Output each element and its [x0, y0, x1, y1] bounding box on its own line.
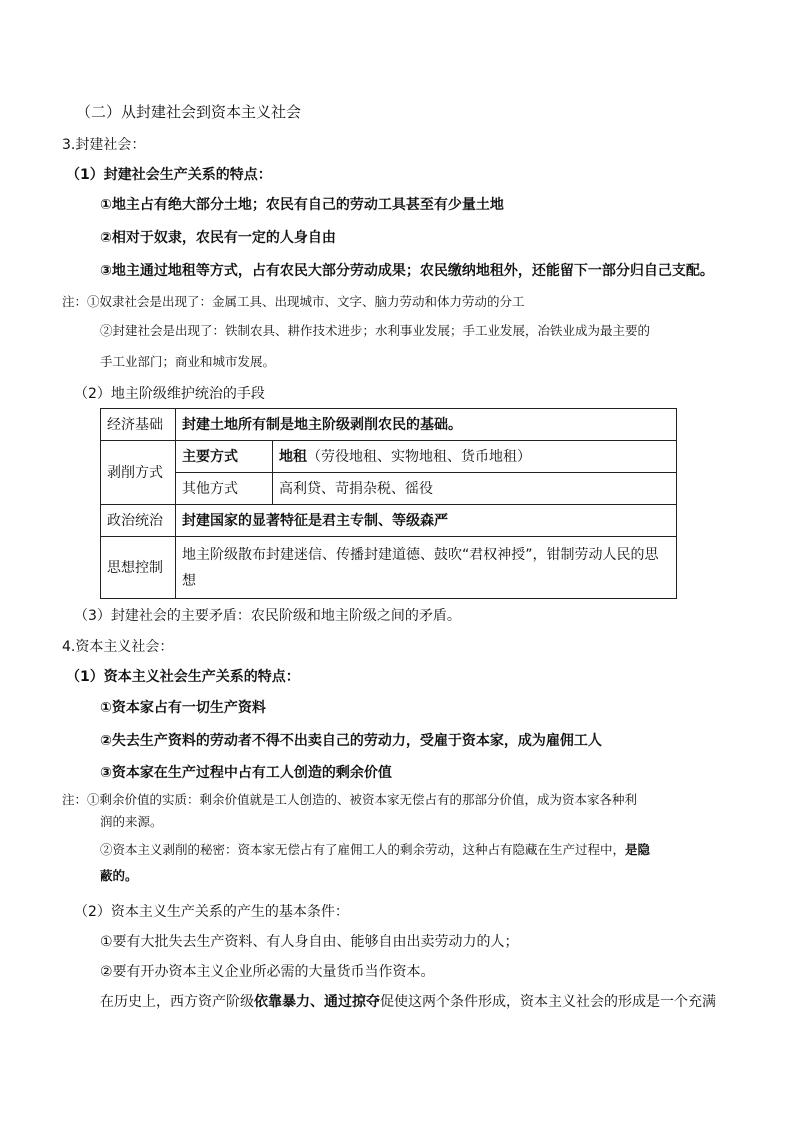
rent-label: 地租: [279, 448, 307, 465]
history-c: 促使这两个条件形成，资本主义社会的形成是一个充满: [380, 994, 716, 1010]
capitalist-note-2b: 蔽的。: [100, 868, 138, 883]
table-sub-other: 其他方式: [176, 473, 273, 505]
note-2a-bold: 是隐: [625, 842, 651, 857]
feudal-sub3: （3）封建社会的主要矛盾：农民阶级和地主阶级之间的矛盾。: [74, 608, 461, 624]
capitalist-heading: 4.资本主义社会：: [62, 639, 174, 655]
condition-2: ②要有开办资本主义企业所必需的大量货币当作资本。: [100, 964, 435, 980]
section-title: （二）从封建社会到资本主义社会: [76, 103, 302, 121]
table-cell-ideology: 地主阶级散布封建迷信、传播封建道德、鼓吹“君权神授”，钳制劳动人民的思想: [176, 537, 677, 599]
table-head-ideology: 思想控制: [101, 537, 176, 599]
table-cell-main: [273, 441, 677, 473]
capitalist-sub2: （2）资本主义生产关系的产生的基本条件：: [74, 904, 349, 920]
table-row-exploit-main: [101, 441, 677, 473]
feudal-point-1: ①地主占有绝大部分土地；农民有自己的劳动工具甚至有少量土地: [100, 197, 504, 213]
table-row-ideology: [101, 537, 677, 599]
capitalist-note-1a: 注：①剩余价值的实质：剩余价值就是工人创造的、被资本家无偿占有的那部分价值，成为资本家各种利: [62, 792, 638, 807]
rule-means-table: [100, 408, 677, 599]
capitalist-point-2: ②失去生产资料的劳动者不得不出卖自己的劳动力，受雇于资本家，成为雇佣工人: [100, 733, 602, 749]
condition-1: ①要有大批失去生产资料、有人身自由、能够自由出卖劳动力的人；: [100, 934, 519, 950]
feudal-note-2b: 手工业部门；商业和城市发展。: [100, 354, 276, 369]
history-b: 依靠暴力、通过掠夺: [254, 994, 380, 1010]
capitalist-note-1b: 润的来源。: [100, 814, 163, 829]
feudal-heading: 3.封建社会：: [62, 137, 146, 153]
table-head-economy: 经济基础: [101, 409, 176, 441]
table-row-economy: [101, 409, 677, 441]
rent-types: （劳役地租、实物地租、货币地租）: [307, 448, 531, 465]
feudal-note-2a: ②封建社会是出现了：铁制农具、耕作技术进步；水利事业发展；手工业发展，冶铁业成为最主要的: [100, 323, 651, 338]
capitalist-note-2a: [100, 840, 650, 860]
capitalist-point-1: ①资本家占有一切生产资料: [100, 700, 266, 716]
feudal-point-3: ③地主通过地租等方式，占有农民大部分劳动成果；农民缴纳地租外，还能留下一部分归自己支配。: [100, 263, 714, 279]
note-2a-text: ②资本主义剥削的秘密：资本家无偿占有了雇佣工人的剩余劳动，这种占有隐藏在生产过程中，: [100, 842, 626, 857]
feudal-point-2: ②相对于奴隶，农民有一定的人身自由: [100, 230, 336, 246]
history-line: [100, 992, 716, 1012]
table-cell-other: 高利贷、苛捐杂税、徭役: [273, 473, 677, 505]
table-row-exploit-other: [101, 473, 677, 505]
feudal-note-1: 注：①奴隶社会是出现了：金属工具、出现城市、文字、脑力劳动和体力劳动的分工: [62, 294, 525, 309]
table-row-politics: [101, 505, 677, 537]
table-cell-politics: 封建国家的显著特征是君主专制、等级森严: [176, 505, 677, 537]
feudal-sub1: （1）封建社会生产关系的特点：: [66, 167, 272, 183]
feudal-sub2: （2）地主阶级维护统治的手段: [74, 386, 265, 402]
table-head-exploit: 剥削方式: [101, 441, 176, 505]
capitalist-sub1: （1）资本主义社会生产关系的特点：: [66, 669, 300, 685]
table-sub-main: 主要方式: [176, 441, 273, 473]
table-head-politics: 政治统治: [101, 505, 176, 537]
history-a: 在历史上，西方资产阶级: [100, 994, 254, 1010]
table-cell-economy: 封建土地所有制是地主阶级剥削农民的基础。: [176, 409, 677, 441]
capitalist-point-3: ③资本家在生产过程中占有工人创造的剩余价值: [100, 765, 392, 781]
